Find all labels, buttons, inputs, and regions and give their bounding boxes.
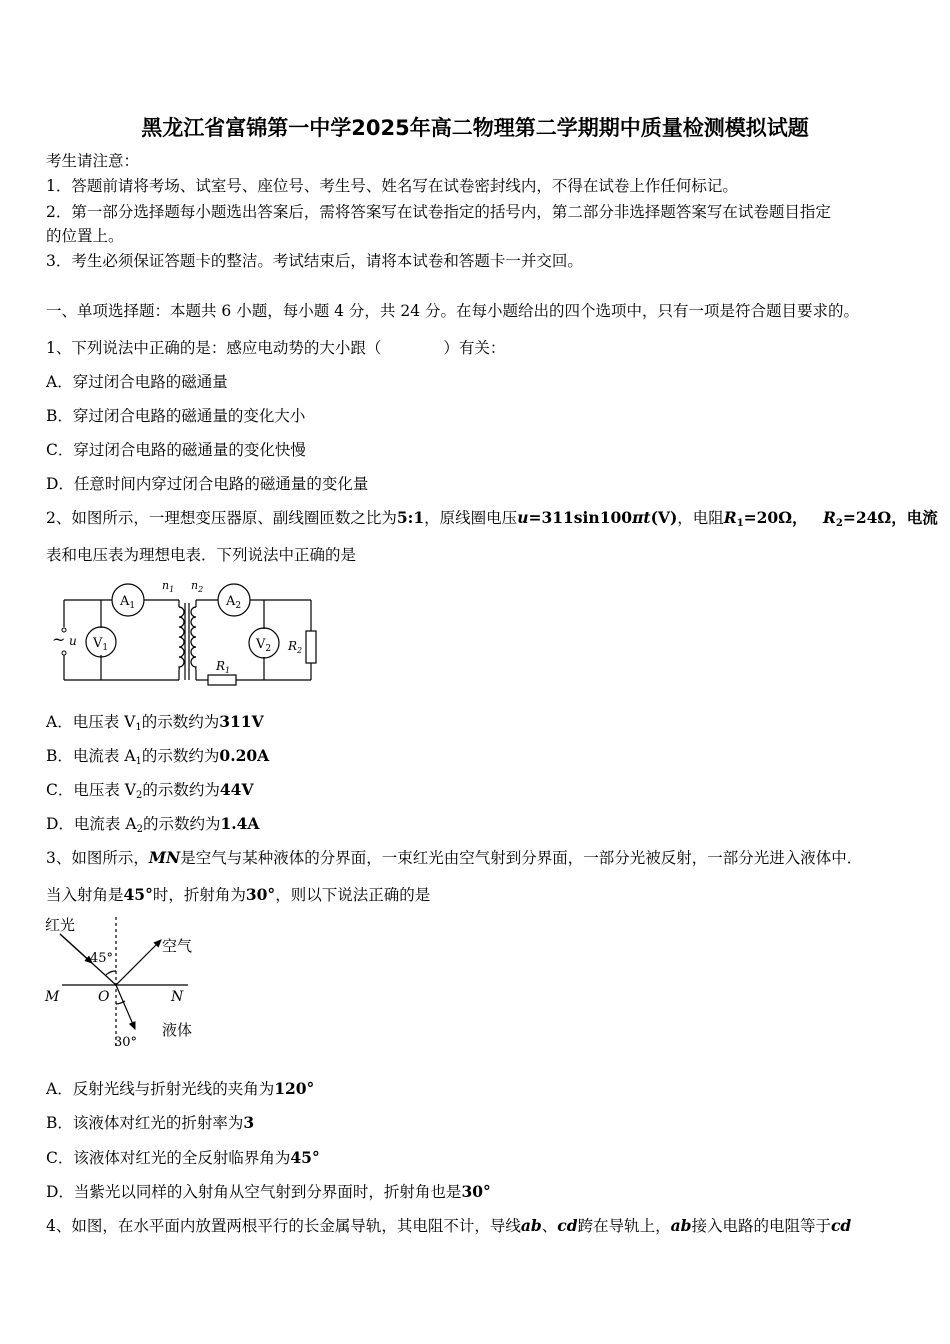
n2-label: $n_2$ — [191, 579, 204, 594]
notice-item-2: 2．第一部分选择题每小题选出答案后，需将答案写在试卷指定的括号内，第二部分非选择题答案写在试卷题目指定 — [46, 203, 831, 221]
v1-label: $V_1$ — [93, 636, 109, 653]
notice-item-1: 1．答题前请将考场、试室号、座位号、考生号、姓名写在试卷密封线内，不得在试卷上作任何标记。 — [46, 177, 738, 195]
refraction-figure — [40, 912, 220, 1057]
ac-source-symbol: ~ — [52, 630, 66, 649]
question-3-stem-line2: 当入射角是45°时，折射角为30°，则以下说法正确的是 — [46, 885, 431, 904]
notice-item-3: 3．考生必须保证答题卡的整洁。考试结束后，请将本试卷和答题卡一并交回。 — [46, 252, 583, 270]
section-heading: 一、单项选择题：本题共 6 小题，每小题 4 分，共 24 分。在每小题给出的四个选项中，只有一项是符合题目要求的。 — [46, 302, 860, 320]
question-2-option-a[interactable]: A．电压表 $V_1$的示数约为311V — [46, 712, 264, 733]
point-n-label: N — [171, 989, 184, 1005]
point-m-label: M — [45, 989, 60, 1005]
incident-angle-label: 45° — [90, 951, 114, 966]
question-2-option-c[interactable]: C．电压表 $V_2$的示数约为44V — [46, 780, 254, 801]
notice-item-2-cont: 的位置上。 — [46, 227, 124, 245]
a2-label: $A_2$ — [226, 594, 242, 611]
question-3-option-b[interactable]: B．该液体对红光的折射率为3 — [46, 1113, 255, 1132]
r2-label: $R_2$ — [288, 639, 303, 655]
question-1-option-d[interactable]: D．任意时间内穿过闭合电路的磁通量的变化量 — [46, 475, 369, 493]
question-2-option-b[interactable]: B．电流表 $A_1$的示数约为0.20A — [46, 746, 270, 767]
air-label: 空气 — [162, 937, 193, 955]
question-3-option-c[interactable]: C．该液体对红光的全反射临界角为45° — [46, 1148, 320, 1167]
question-1-option-b[interactable]: B．穿过闭合电路的磁通量的变化大小 — [46, 407, 306, 425]
n1-label: $n_1$ — [162, 579, 175, 594]
question-1-option-c[interactable]: C．穿过闭合电路的磁通量的变化快慢 — [46, 441, 306, 459]
source-voltage-label: u — [69, 634, 77, 648]
red-light-label: 红光 — [45, 916, 76, 934]
question-3-option-a[interactable]: A．反射光线与折射光线的夹角为120° — [46, 1079, 315, 1098]
v2-label: $V_2$ — [256, 637, 272, 654]
refraction-angle-label: 30° — [114, 1035, 138, 1050]
question-3-stem: 3、如图所示，MN是空气与某种液体的分界面，一束红光由空气射到分界面，一部分光被反射，一部分光进入液体中． — [46, 848, 863, 867]
liquid-label: 液体 — [162, 1021, 193, 1039]
point-o-label: O — [98, 989, 110, 1005]
page-title: 黑龙江省富锦第一中学2025年高二物理第二学期期中质量检测模拟试题 — [141, 116, 809, 140]
question-2-option-d[interactable]: D．电流表 $A_2$的示数约为1.4A — [46, 814, 260, 835]
question-2-stem-line2: 表和电压表为理想电表．下列说法中正确的是 — [46, 546, 357, 564]
question-3-option-d[interactable]: D．当紫光以同样的入射角从空气射到分界面时，折射角也是30° — [46, 1182, 491, 1201]
question-1-option-a[interactable]: A．穿过闭合电路的磁通量 — [46, 373, 228, 391]
question-2-stem: 2、如图所示，一理想变压器原、副线圈匝数之比为5:1，原线圈电压u=311sin100πt(V)，电阻$R_1=20\Omega$， $R_2=24\Omega$，电流 — [46, 508, 938, 529]
question-4-stem: 4、如图，在水平面内放置两根平行的长金属导轨，其电阻不计，导线ab、cd跨在导轨上，ab接入电路的电阻等于cd — [46, 1216, 852, 1235]
notice-heading: 考生请注意： — [46, 152, 140, 170]
transformer-circuit-figure — [44, 575, 334, 690]
r1-label: $R_1$ — [216, 659, 231, 675]
a1-label: $A_1$ — [120, 594, 136, 611]
question-1-stem: 1、下列说法中正确的是：感应电动势的大小跟（ ）有关： — [46, 339, 506, 357]
